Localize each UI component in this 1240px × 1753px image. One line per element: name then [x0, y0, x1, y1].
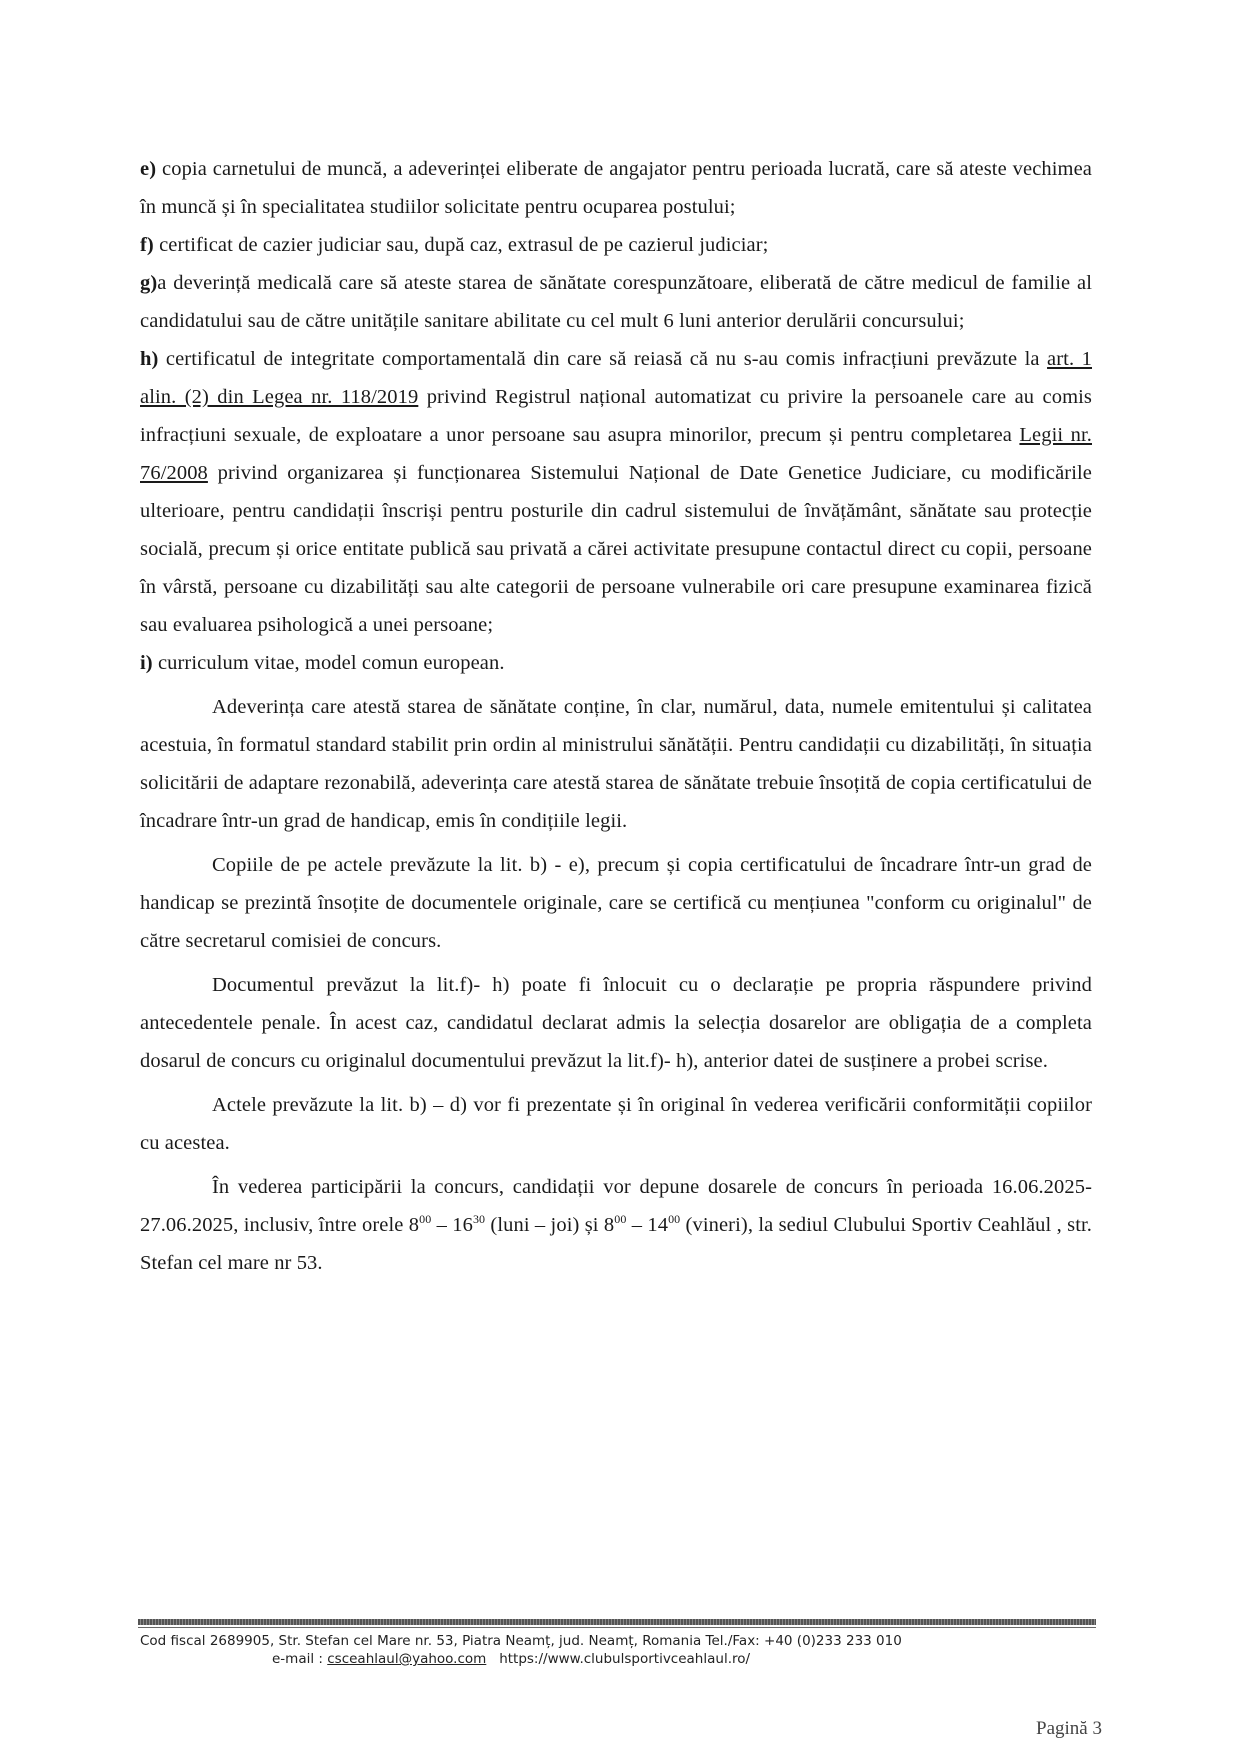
law-76-2008-link[interactable]: Legii nr. 76/2008: [140, 424, 1092, 484]
item-label: i): [140, 652, 153, 674]
list-item-h: [140, 340, 1092, 644]
paragraph-copies: Copiile de pe actele prevăzute la lit. b) - e), precum și copia certificatului de încadrare într-un grad de handicap se prezintă însoțite de documentele originale, care se certifică cu mențiunea "conform cu originalul" de către secretarul comisiei de concurs.: [140, 854, 1092, 952]
footer-divider-thin: [138, 1627, 1096, 1628]
submission-text: În vederea participării la concurs, candidații vor depune dosarele de concurs în perioada 16.06.2025-27.06.2025, inclusiv, între orele 8: [140, 1176, 1092, 1236]
item-label: f): [140, 234, 154, 256]
submission-text: – 16: [431, 1214, 473, 1236]
paragraph-health-certificate: Adeverința care atestă starea de sănătate conține, în clar, numărul, data, numele emitentului și calitatea acestuia, în formatul standard stabilit prin ordin al ministrului sănătății. Pentru candidații cu dizabilități, în situația solicitării de adaptare rezonabilă, adeverința care atestă starea de sănătate trebuie însoțită de copia certificatului de încadrare într-un grad de handicap, emis în condițiile legii.: [140, 696, 1092, 832]
submission-text: (vineri), la sediul Clubului Sportiv Ceahlăul , str. Stefan cel mare nr 53.: [140, 1214, 1093, 1274]
footer-website-link[interactable]: https://www.clubulsportivceahlaul.ro/: [499, 1651, 751, 1667]
footer-email-link[interactable]: csceahlaul@yahoo.com: [327, 1651, 487, 1667]
footer: [140, 1632, 1040, 1668]
law-118-2019-link[interactable]: art. 1 alin. (2) din Legea nr. 118/2019: [140, 348, 1092, 408]
item-text: a deverință medicală care să ateste starea de sănătate corespunzătoare, eliberată de către medicul de familie al candidatului sau de către unitățile sanitare abilitate cu cel mult 6 luni anterior derulării concursului;: [140, 272, 1092, 332]
list-item-i: [140, 644, 1092, 682]
paragraph-submission: [140, 1168, 1092, 1282]
paragraph-originals: Actele prevăzute la lit. b) – d) vor fi prezentate și în original în vederea verificării conformității copiilor cu acestea.: [140, 1094, 1092, 1154]
list-item-g: [140, 264, 1092, 340]
document-body: [140, 150, 1092, 1282]
item-text: privind Registrul național automatizat cu privire la persoanele care au comis infracțiuni sexuale, de exploatare a unor persoane sau asupra minorilor, precum și pentru completarea: [140, 386, 1092, 446]
footer-divider: [138, 1619, 1096, 1625]
item-text: curriculum vitae, model comun european.: [152, 652, 505, 674]
submission-text: (luni – joi) și 8: [485, 1214, 615, 1236]
item-text: copia carnetului de muncă, a adeverinței eliberate de angajator pentru perioada lucrată, care să ateste vechimea în muncă și în specialitatea studiilor solicitate pentru ocuparea postului;: [140, 158, 1092, 218]
page-number: Pagină 3: [1036, 1718, 1102, 1739]
footer-address: Cod fiscal 2689905, Str. Stefan cel Mare nr. 53, Piatra Neamț, jud. Neamț, Romania Tel./Fax: +40 (0)233 233 010: [140, 1633, 902, 1649]
footer-email-label: e-mail :: [272, 1651, 328, 1667]
list-item-e: [140, 150, 1092, 226]
item-label: g): [140, 272, 158, 294]
superscript: 00: [419, 1212, 432, 1226]
superscript: 00: [668, 1212, 681, 1226]
paragraph-declaration: Documentul prevăzut la lit.f)- h) poate fi înlocuit cu o declarație pe propria răspundere privind antecedentele penale. În acest caz, candidatul declarat admis la selecția dosarelor are obligația de a completa dosarul de concurs cu originalul documentului prevăzut la lit.f)- h), anterior datei de susținere a probei scrise.: [140, 974, 1092, 1072]
item-text: privind organizarea și funcționarea Sistemului Național de Date Genetice Judiciare, cu modificările ulterioare, pentru candidații înscriși pentru posturile din cadrul sistemului de învățământ, sănătate sau protecție socială, precum și orice entitate publică sau privată a cărei activitate presupune contactul direct cu copii, persoane în vârstă, persoane cu dizabilități sau alte categorii de persoane vulnerabile ori care presupune examinarea fizică sau evaluarea psihologică a unei persoane;: [140, 462, 1092, 636]
item-text: certificat de cazier judiciar sau, după caz, extrasul de pe cazierul judiciar;: [153, 234, 769, 256]
superscript: 30: [472, 1212, 486, 1226]
item-label: e): [140, 158, 157, 180]
list-item-f: [140, 226, 1092, 264]
superscript: 00: [614, 1212, 627, 1226]
footer-contact: [140, 1650, 1040, 1668]
item-text: certificatul de integritate comportamentală din care să reiasă că nu s-au comis infracțiuni prevăzute la: [158, 348, 1048, 370]
submission-text: – 14: [626, 1214, 669, 1236]
item-label: h): [140, 348, 159, 370]
